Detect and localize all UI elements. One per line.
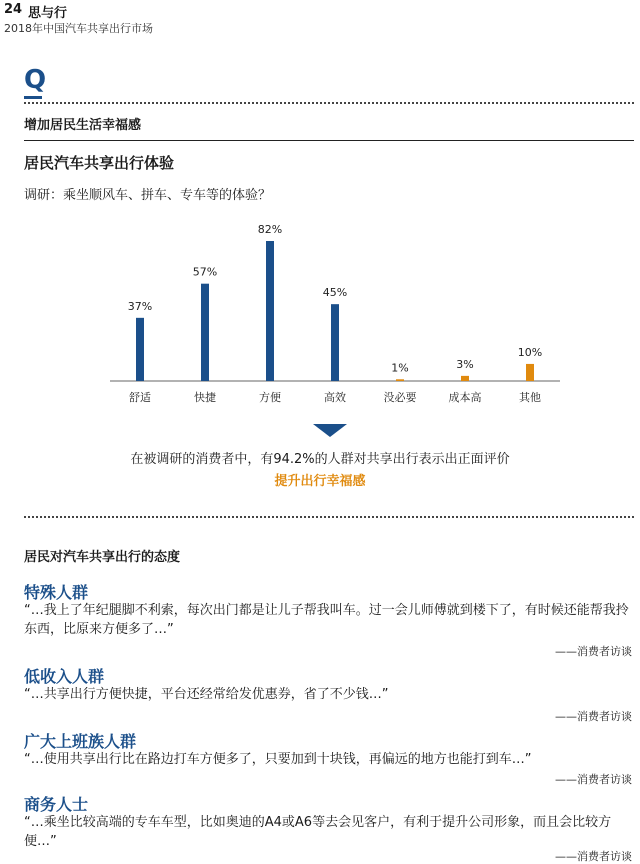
bar-0 [136, 318, 144, 381]
bar-value-label: 1% [391, 361, 409, 375]
attitude-heading: 居民对汽车共享出行的态度 [24, 550, 181, 565]
q-underline [24, 96, 42, 99]
group-title-office-workers: 广大上班族人群 [24, 732, 137, 751]
bar-value-label: 3% [456, 357, 474, 371]
category-label: 没必要 [383, 391, 417, 404]
bar-value-label: 57% [192, 265, 218, 279]
experience-heading: 居民汽车共享出行体验 [24, 154, 175, 172]
theme-heading: 增加居民生活幸福感 [24, 118, 142, 133]
bar-4 [396, 379, 404, 381]
bar-5 [461, 376, 469, 381]
bar-2 [266, 241, 274, 381]
report-subtitle: 2018年中国汽车共享出行市场 [4, 22, 153, 35]
category-label: 快捷 [194, 391, 216, 404]
section-title: 思与行 [28, 6, 68, 21]
quote-source: ——消费者访谈 [555, 710, 632, 723]
theme-rule [24, 140, 634, 141]
summary-highlight: 提升出行幸福感 [274, 474, 366, 489]
bar-value-label: 37% [127, 299, 153, 313]
page-number: 24 [4, 2, 23, 17]
quote-source: ——消费者访谈 [555, 645, 632, 658]
quote-office-workers: “…使用共享出行比在路边打车方便多了，只要加到十块钱，再偏远的地方也能打到车…” [24, 752, 532, 767]
q-label: Q [24, 65, 47, 95]
quote-source: ——消费者访谈 [555, 773, 632, 786]
category-label: 高效 [324, 391, 346, 404]
category-label: 舒适 [129, 391, 151, 404]
group-title-low-income: 低收入人群 [24, 667, 105, 686]
quote-low-income: “…共享出行方便快捷，平台还经常给发优惠券，省了不少钱…” [24, 687, 389, 702]
survey-summary: 在被调研的消费者中，有94.2%的人群对共享出行表示出正面评价 [130, 452, 510, 467]
survey-question: 调研：乘坐顺风车、拼车、专车等的体验？ [24, 188, 272, 203]
bar-value-label: 82% [257, 223, 283, 236]
quote-special: “…我上了年纪腿脚不利索，每次出门都是让儿子帮我叫车。过一会儿师傅就到楼下了，有时候还能帮我拎东西，比原来方便多了…” [24, 603, 629, 637]
bar-value-label: 10% [517, 345, 543, 359]
dotted-divider-2 [24, 516, 634, 518]
category-label: 方便 [259, 391, 281, 404]
category-label: 其他 [519, 391, 541, 404]
dotted-divider [24, 102, 634, 104]
bar-value-label: 45% [322, 286, 348, 300]
experience-bar-chart [110, 218, 560, 408]
category-label: 成本高 [448, 391, 482, 404]
quote-business: “…乘坐比较高端的专车车型，比如奥迪的A4或A6等去会见客户，有利于提升公司形象，而且会比较方便…” [24, 815, 612, 849]
group-title-business: 商务人士 [24, 795, 89, 814]
down-caret-icon [313, 424, 347, 437]
bar-3 [331, 304, 339, 381]
bar-1 [201, 284, 209, 381]
bar-6 [526, 364, 534, 381]
group-title-special: 特殊人群 [24, 583, 89, 602]
quote-source: ——消费者访谈 [555, 850, 632, 863]
